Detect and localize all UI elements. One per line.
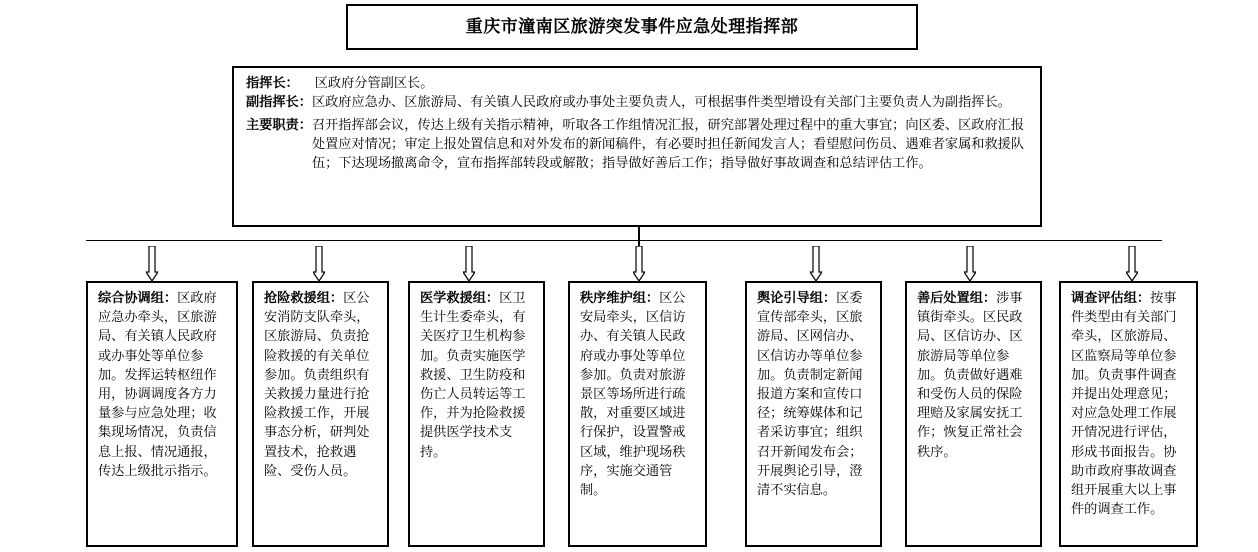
duties-text: 召开指挥部会议，传达上级有关指示精神，听取各工作组情况汇报，研究部署处理过程中的重大事宜；向区委、区政府汇报处置应对情况；审定上报处置信息和对外发布的新闻稿件，有必要时担任新闻发言人；看望慰问伤员、遇难者家属和救援队伍；下达现场撤离命令，宣布指挥部转段或解散；指导做好善后工作；指导做好事故调查和总结评估工作。: [311, 118, 1025, 171]
arrow-down-icon: [964, 246, 976, 282]
group-title: 舆论引导组：: [757, 291, 837, 306]
group-box-publicity: [745, 281, 882, 547]
title-box: [346, 4, 918, 50]
group-box-order: [568, 281, 707, 547]
group-box-coordination: [86, 281, 238, 547]
arrow-down-icon: [633, 246, 645, 282]
commander-text: 区政府分管副区长。: [314, 76, 434, 91]
distribution-line: [86, 240, 1162, 241]
group-text: 区公安局牵头，区信访办、有关镇人民政府或办事处等单位参加。负责对旅游景区等场所进行疏散，对重要区域进行保护，设置警戒区域，维护现场秩序，实施交通管制。: [580, 291, 686, 499]
group-box-investigation: [1059, 281, 1198, 547]
duties-label: 主要职责：: [246, 118, 312, 133]
group-text: 区政府应急办牵头，区旅游局、有关镇人民政府或办事处等单位参加。发挥运转枢纽作用，协调调度各方力量参与应急处理；收集现场情况，负责信息上报、情况通报，传达上级批示指示。: [98, 291, 217, 479]
arrow-down-icon: [313, 246, 325, 282]
group-box-medical: [408, 281, 545, 547]
group-text: 区公安消防支队牵头，区旅游局、负责抢险救援的有关单位参加。负责组织有关救援力量进行抢险救援工作，开展事态分析，研判处置技术，抢救遇险、受伤人员。: [264, 291, 370, 479]
arrow-down-icon: [810, 246, 822, 282]
group-title: 综合协调组：: [98, 291, 178, 306]
group-box-aftermath: [905, 281, 1042, 547]
group-text: 区委宣传部牵头，区旅游局、区网信办、区信访办等单位参加。负责制定新闻报道方案和宣传口径；统筹媒体和记者采访事宜；组织召开新闻发布会；开展舆论引导，澄清不实信息。: [757, 291, 863, 499]
group-text: 按事件类型由有关部门牵头，区旅游局、区监察局等单位参加。负责事件调查并提出处理意见；对应急处理工作展开情况进行评估，形成书面报告。协助市政府事故调查组开展重大以上事件的调查工作。: [1071, 291, 1177, 518]
vice-commander-text: 区政府应急办、区旅游局、有关镇人民政府或办事处主要负责人，可根据事件类型增设有关部门主要负责人为副指挥长。: [311, 95, 1011, 110]
group-text: 区卫生计生委牵头，有关医疗卫生机构参加。负责实施医学救援、卫生防疫和伤亡人员转运等工作，并为抢险救援提供医学技术支持。: [420, 291, 526, 460]
group-title: 秩序维护组：: [580, 291, 660, 306]
command-box: [232, 66, 1042, 227]
vice-commander-row: [246, 93, 1032, 112]
group-box-rescue: [252, 281, 389, 547]
group-title: 调查评估组：: [1071, 291, 1151, 306]
commander-row: [246, 74, 1032, 93]
arrow-down-icon: [463, 246, 475, 282]
group-title: 抢险救援组：: [264, 291, 344, 306]
group-title: 医学救援组：: [420, 291, 500, 306]
arrow-down-icon: [146, 246, 158, 282]
duties-row: [246, 116, 1032, 173]
commander-label: 指挥长：: [246, 76, 299, 91]
group-title: 善后处置组：: [917, 291, 997, 306]
chart-title: 重庆市潼南区旅游突发事件应急处理指挥部: [465, 17, 799, 37]
vice-commander-label: 副指挥长：: [246, 95, 312, 110]
arrow-down-icon: [1126, 246, 1138, 282]
group-text: 涉事镇街牵头。区民政局、区信访办、区旅游局等单位参加。负责做好遇难和受伤人员的保险理赔及家属安抚工作；恢复正常社会秩序。: [917, 291, 1023, 460]
